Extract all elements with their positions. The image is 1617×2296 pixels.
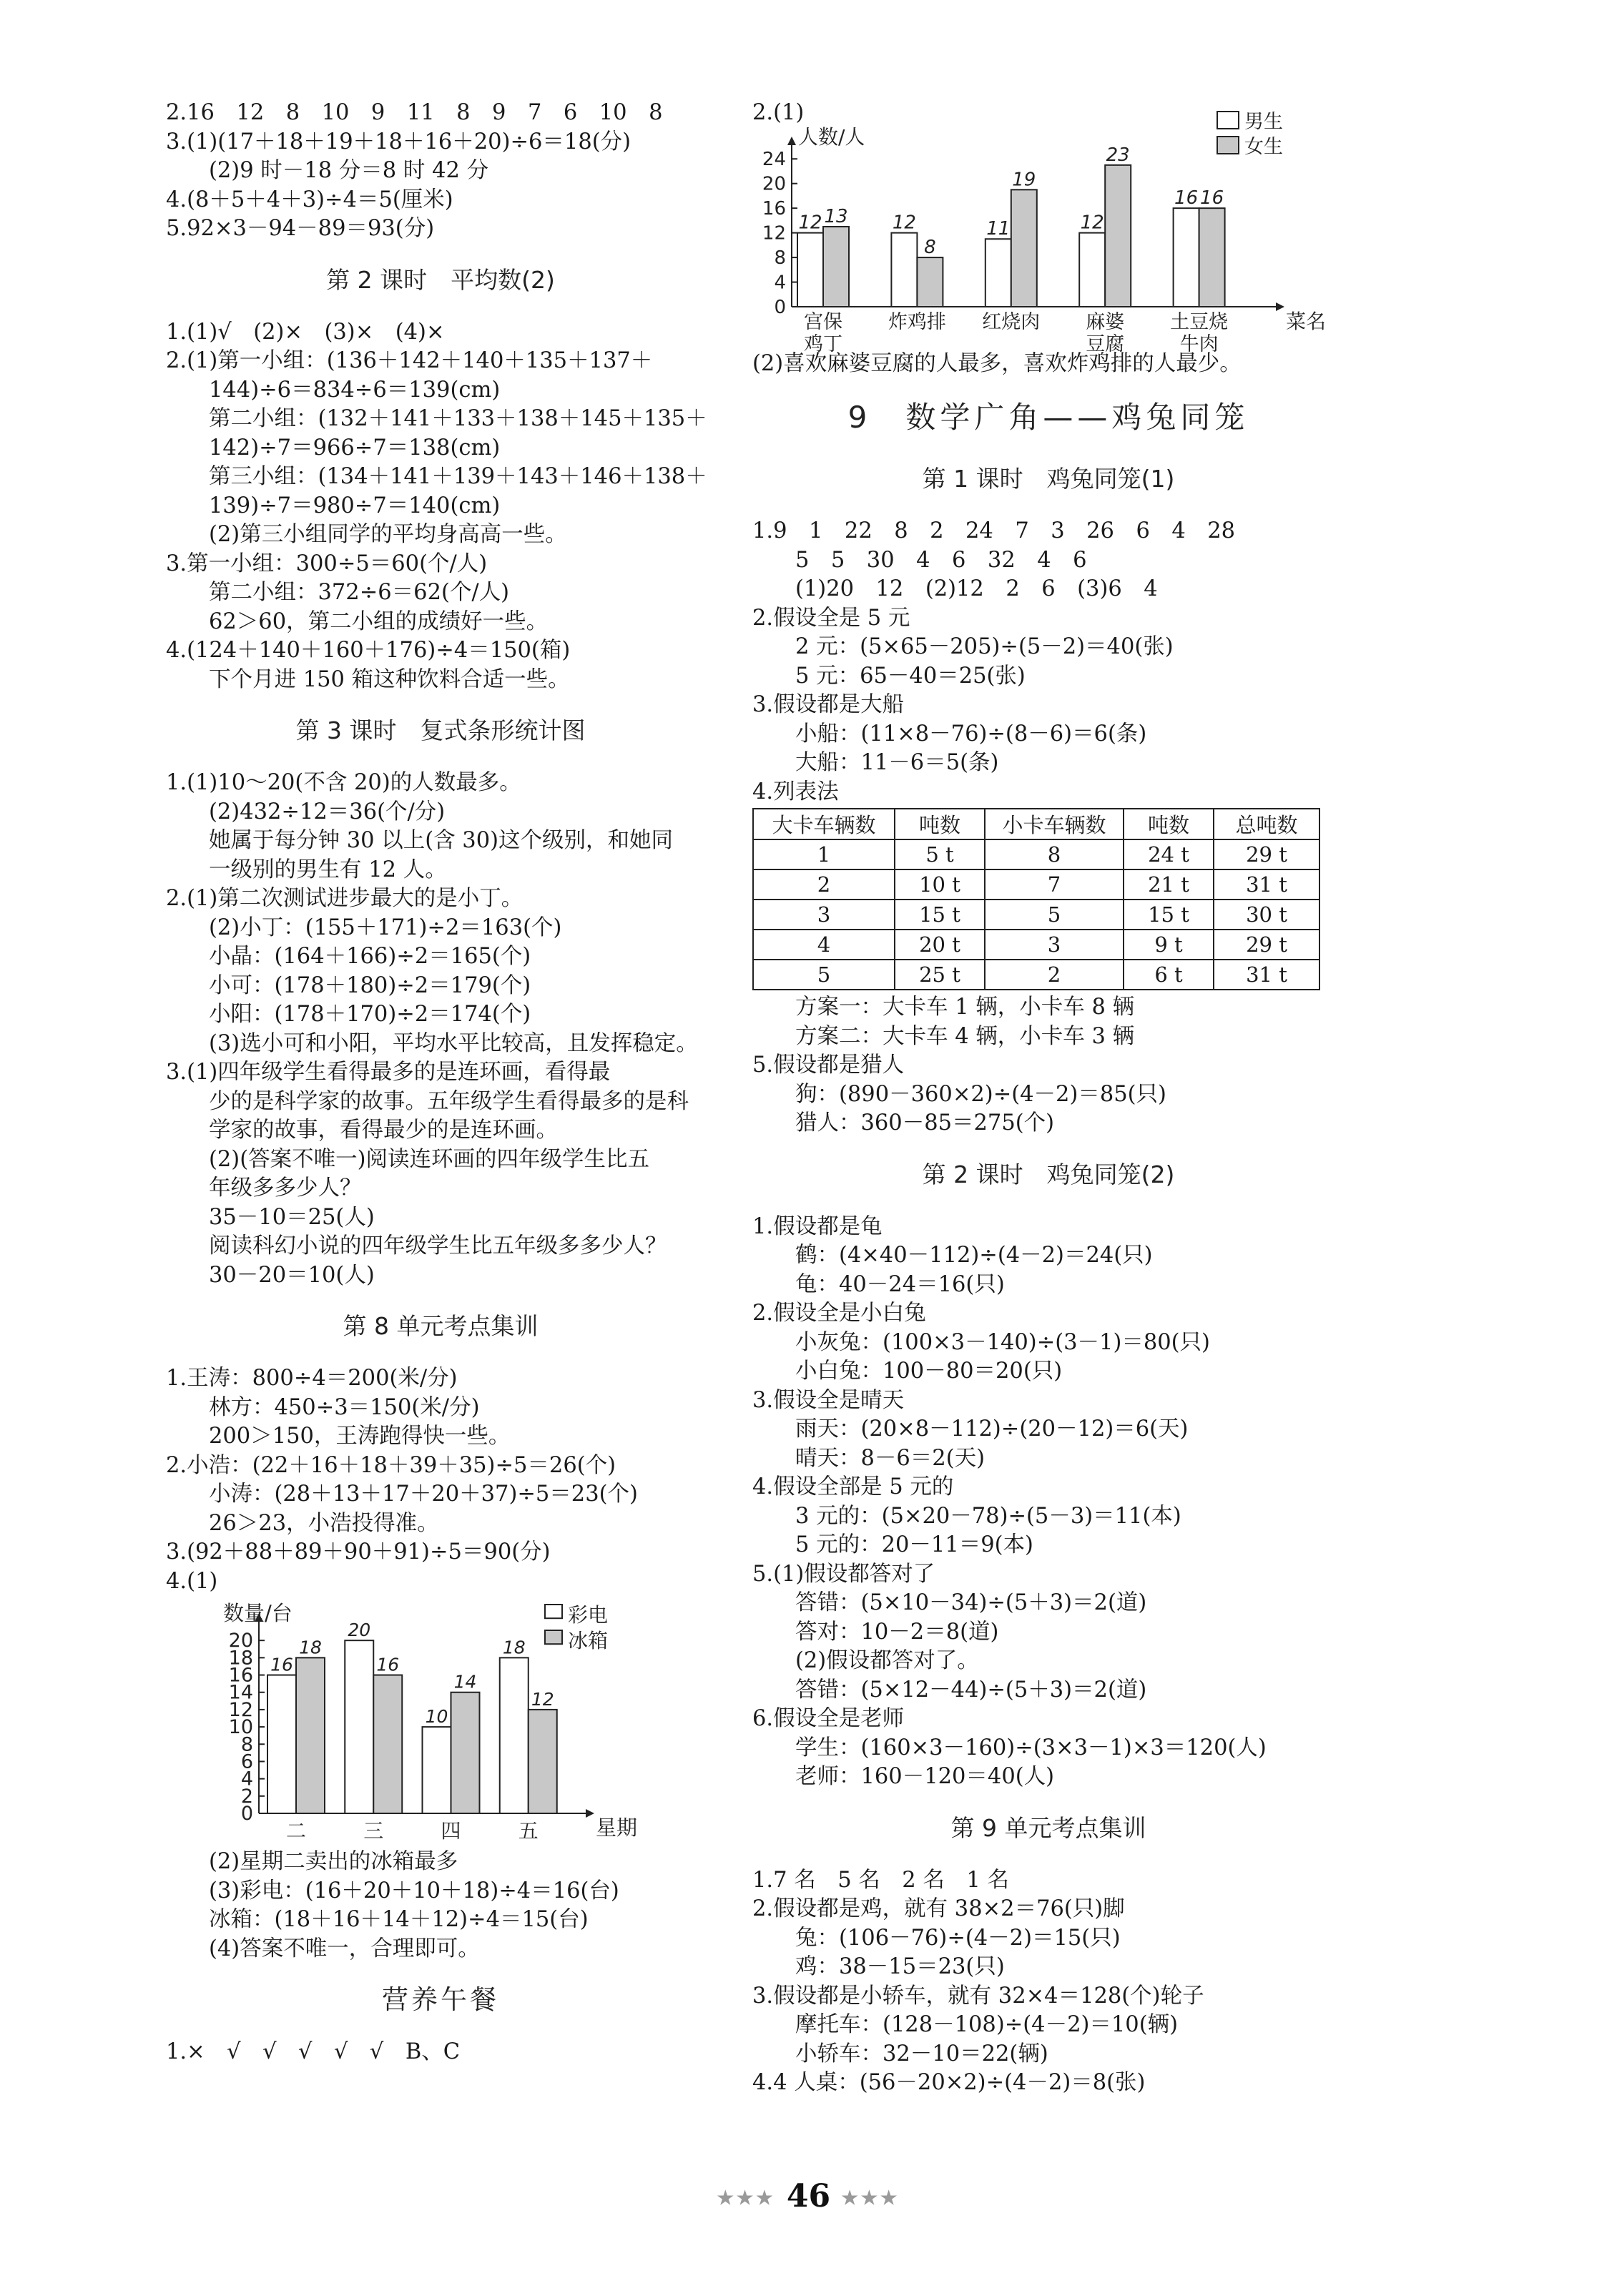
answer-line: 3.假设都是大船 bbox=[752, 692, 905, 717]
answer-line: 冰箱：(18＋16＋14＋12)÷4＝15(台) bbox=[209, 1907, 589, 1932]
answer-line: (2)(答案不唯一)阅读连环画的四年级学生比五 bbox=[209, 1146, 650, 1172]
answer-line: 答错：(5×12－44)÷(5＋3)＝2(道) bbox=[795, 1677, 1147, 1703]
answer-line: 学家的故事，看得最少的是连环画。 bbox=[209, 1118, 558, 1143]
legend-swatch bbox=[545, 1605, 562, 1618]
truck-table bbox=[752, 808, 1320, 990]
bar bbox=[423, 1727, 451, 1813]
table-header-cell: 大卡车辆数 bbox=[753, 809, 895, 839]
table-cell: 4 bbox=[753, 930, 895, 960]
y-tick-label: 12 bbox=[762, 222, 786, 245]
page-number bbox=[0, 2178, 1617, 2214]
answer-line: (3)彩电：(16＋20＋10＋18)÷4＝16(台) bbox=[209, 1878, 619, 1903]
answer-line: 小船：(11×8－76)÷(8－6)＝6(条) bbox=[795, 721, 1147, 747]
answer-line: 5 元的：20－11＝9(本) bbox=[795, 1532, 1033, 1557]
answer-line: 3.(1)(17＋18＋19＋18＋16＋20)÷6＝18(分) bbox=[166, 129, 631, 154]
answer-line: (2)小丁：(155＋171)÷2＝163(个) bbox=[209, 915, 562, 940]
table-header-cell: 吨数 bbox=[895, 809, 985, 839]
bar bbox=[1105, 164, 1131, 306]
table-cell: 5 bbox=[985, 900, 1124, 930]
answer-line: 4.4 人桌：(56－20×2)÷(4－2)＝8(张) bbox=[752, 2070, 1146, 2095]
answer-line: 雨天：(20×8－112)÷(20－12)＝6(天) bbox=[795, 1416, 1189, 1442]
answer-block bbox=[752, 1866, 1345, 2098]
answer-line: 林方：450÷3＝150(米/分) bbox=[209, 1394, 480, 1420]
bar-value-label: 10 bbox=[425, 1706, 448, 1728]
bar bbox=[891, 232, 917, 306]
x-category-label: 炸鸡排 bbox=[888, 310, 946, 333]
answer-line: 1.7 名 5 名 2 名 1 名 bbox=[752, 1867, 1010, 1893]
y-tick-label: 0 bbox=[774, 296, 786, 318]
bar-value-label: 13 bbox=[824, 205, 848, 227]
answer-line: 2.小浩：(22＋16＋18＋39＋35)÷5＝26(个) bbox=[166, 1452, 616, 1478]
bar bbox=[529, 1710, 557, 1813]
legend-label: 男生 bbox=[1244, 110, 1283, 133]
x-axis-arrow bbox=[586, 1809, 594, 1818]
answer-line: 晴天：8－6＝2(天) bbox=[795, 1445, 986, 1471]
bar-value-label: 14 bbox=[453, 1671, 477, 1693]
bar bbox=[267, 1675, 296, 1813]
table-header-cell: 吨数 bbox=[1124, 809, 1214, 839]
table-cell: 31 t bbox=[1214, 960, 1319, 990]
answer-line: 答错：(5×10－34)÷(5＋3)＝2(道) bbox=[795, 1590, 1147, 1615]
answer-line: 5.92×3－94－89＝93(分) bbox=[166, 216, 435, 241]
answer-line: (3)选小可和小阳，平均水平比较高，且发挥稳定。 bbox=[209, 1030, 698, 1056]
table-row bbox=[753, 839, 1319, 869]
bar bbox=[1199, 208, 1225, 307]
table-header-cell: 小卡车辆数 bbox=[985, 809, 1124, 839]
bar-value-label: 12 bbox=[892, 212, 916, 234]
legend-swatch bbox=[1217, 137, 1239, 154]
answer-line: 鹤：(4×40－112)÷(4－2)＝24(只) bbox=[795, 1243, 1153, 1268]
x-category-label: 鸡丁 bbox=[804, 332, 842, 355]
answer-line: 方案二：大卡车 4 辆，小卡车 3 辆 bbox=[795, 1023, 1135, 1049]
answer-line: 2.(1)第一小组：(136＋142＋140＋135＋137＋ bbox=[166, 348, 653, 373]
answer-block bbox=[166, 1848, 715, 1964]
table-header-cell: 总吨数 bbox=[1214, 809, 1319, 839]
answer-block bbox=[752, 1213, 1345, 1792]
table-cell: 6 t bbox=[1124, 960, 1214, 990]
answer-line: 小轿车：32－10＝22(辆) bbox=[795, 2041, 1048, 2066]
star-decoration: ★★★ bbox=[717, 2187, 776, 2209]
answer-line: 2.假设都是鸡，就有 38×2＝76(只)脚 bbox=[752, 1896, 1125, 1921]
bar bbox=[1011, 189, 1037, 307]
answer-line: 35－10＝25(人) bbox=[209, 1204, 375, 1230]
section-heading: 营养午餐 bbox=[382, 1984, 499, 2015]
answer-line: 2.假设全是 5 元 bbox=[752, 605, 910, 631]
bar-value-label: 23 bbox=[1106, 144, 1130, 166]
answer-line: 2.假设全是小白兔 bbox=[752, 1301, 926, 1326]
answer-line: 4.(124＋140＋160＋176)÷4＝150(箱) bbox=[166, 638, 571, 663]
y-tick-label: 8 bbox=[774, 247, 786, 269]
answer-line: 兔：(106－76)÷(4－2)＝15(只) bbox=[795, 1925, 1121, 1951]
bar bbox=[797, 232, 823, 306]
table-cell: 10 t bbox=[895, 869, 985, 900]
table-cell: 21 t bbox=[1124, 869, 1214, 900]
answer-line: 2.16 12 8 10 9 11 8 9 7 6 10 8 bbox=[166, 100, 663, 125]
answer-line: 老师：160－120＝40(人) bbox=[795, 1764, 1055, 1789]
answer-block bbox=[752, 517, 1345, 807]
answer-line: 狗：(890－360×2)÷(4－2)＝85(只) bbox=[795, 1081, 1166, 1107]
bar bbox=[451, 1693, 480, 1813]
tv-fridge-bar-chart bbox=[166, 1596, 638, 1848]
bar-value-label: 18 bbox=[502, 1637, 526, 1658]
bar bbox=[1174, 208, 1199, 307]
table-cell: 5 t bbox=[895, 839, 985, 869]
answer-block bbox=[166, 2038, 715, 2067]
answer-block bbox=[166, 318, 715, 695]
answer-line: (2)星期二卖出的冰箱最多 bbox=[209, 1849, 458, 1874]
answer-line: 摩托车：(128－108)÷(4－2)＝10(辆) bbox=[795, 2012, 1179, 2037]
answer-line: 少的是科学家的故事。五年级学生看得最多的是科 bbox=[209, 1088, 689, 1114]
table-cell: 3 bbox=[985, 930, 1124, 960]
table-cell: 2 bbox=[753, 869, 895, 900]
y-tick-label: 6 bbox=[240, 1750, 253, 1773]
legend-label: 冰箱 bbox=[568, 1629, 609, 1652]
answer-line: (2)假设都答对了。 bbox=[795, 1648, 979, 1673]
y-tick-label: 18 bbox=[228, 1647, 253, 1670]
answer-line: 1.(1)√ (2)× (3)× (4)× bbox=[166, 319, 445, 345]
answer-line: 139)÷7＝980÷7＝140(cm) bbox=[209, 493, 501, 518]
answer-line: 方案一：大卡车 1 辆，小卡车 8 辆 bbox=[795, 995, 1135, 1020]
y-axis-label: 数量/台 bbox=[223, 1601, 293, 1625]
bar-value-label: 19 bbox=[1012, 168, 1036, 190]
answer-line: 4.假设全部是 5 元的 bbox=[752, 1474, 954, 1499]
answer-line: 猎人：360－85＝275(个) bbox=[795, 1110, 1055, 1135]
answer-line: (2)喜欢麻婆豆腐的人最多，喜欢炸鸡排的人最少。 bbox=[752, 350, 1242, 376]
y-axis-arrow bbox=[787, 137, 796, 145]
x-axis-label: 菜名 bbox=[1286, 309, 1327, 333]
answer-line: 26＞23，小浩投得准。 bbox=[209, 1510, 439, 1536]
y-tick-label: 8 bbox=[240, 1733, 253, 1756]
y-tick-label: 20 bbox=[762, 173, 786, 195]
x-category-label: 四 bbox=[441, 1819, 461, 1843]
y-tick-label: 24 bbox=[762, 148, 786, 170]
answer-line: 小灰兔：(100×3－140)÷(3－1)＝80(只) bbox=[795, 1329, 1210, 1355]
right-column bbox=[752, 99, 1345, 2098]
bar-value-label: 8 bbox=[924, 236, 936, 258]
y-tick-label: 12 bbox=[228, 1698, 253, 1721]
x-category-label: 二 bbox=[285, 1819, 307, 1843]
table-row bbox=[753, 900, 1319, 930]
bar bbox=[373, 1675, 402, 1813]
answer-line: 学生：(160×3－160)÷(3×3－1)×3＝120(人) bbox=[795, 1735, 1267, 1760]
lesson-heading: 第 1 课时 鸡兔同笼(1) bbox=[922, 465, 1175, 493]
x-category-label: 红烧肉 bbox=[982, 310, 1041, 333]
bar bbox=[500, 1657, 529, 1813]
x-axis-arrow bbox=[1276, 302, 1284, 311]
table-cell: 9 t bbox=[1124, 930, 1214, 960]
answer-line: 一级别的男生有 12 人。 bbox=[209, 857, 447, 882]
answer-line: 小晶：(164＋166)÷2＝165(个) bbox=[209, 944, 531, 969]
answer-block bbox=[166, 769, 715, 1290]
answer-line: 2 元：(5×65－205)÷(5－2)＝40(张) bbox=[795, 634, 1174, 659]
answer-line: 小阳：(178＋170)÷2＝174(个) bbox=[209, 1002, 531, 1027]
answer-line: 她属于每分钟 30 以上(含 30)这个级别，和她同 bbox=[209, 828, 674, 853]
table-cell: 30 t bbox=[1214, 900, 1319, 930]
star-decoration: ★★★ bbox=[841, 2187, 900, 2209]
lesson-heading: 第 2 课时 平均数(2) bbox=[326, 265, 555, 294]
answer-line: 5.假设都是猎人 bbox=[752, 1053, 905, 1078]
answer-line: 小涛：(28＋13＋17＋20＋37)÷5＝23(个) bbox=[209, 1482, 638, 1507]
legend-swatch bbox=[1217, 112, 1239, 129]
answer-line: 小白兔：100－80＝20(只) bbox=[795, 1359, 1063, 1384]
answer-line: 3.假设都是小轿车，就有 32×4＝128(个)轮子 bbox=[752, 1983, 1204, 2009]
legend-label: 女生 bbox=[1244, 135, 1283, 158]
answer-line: 1.王涛：800÷4＝200(米/分) bbox=[166, 1366, 458, 1391]
table-cell: 8 bbox=[985, 839, 1124, 869]
bar-value-label: 16 bbox=[1174, 187, 1199, 209]
bar bbox=[345, 1640, 373, 1813]
chart-intro: 2.(1) bbox=[752, 100, 805, 125]
y-tick-label: 2 bbox=[240, 1785, 253, 1808]
y-tick-label: 20 bbox=[228, 1630, 253, 1652]
answer-line: 3.(92＋88＋89＋90＋91)÷5＝90(分) bbox=[166, 1539, 551, 1565]
answer-line: 1.× √ √ √ √ √ B、C bbox=[166, 2039, 461, 2064]
answer-line: 第二小组：372÷6＝62(个/人) bbox=[209, 580, 510, 605]
answer-line: 小可：(178＋180)÷2＝179(个) bbox=[209, 972, 531, 998]
answer-line: 第三小组：(134＋141＋139＋143＋146＋138＋ bbox=[209, 464, 707, 489]
answer-block bbox=[752, 993, 1345, 1138]
answer-line: 第二小组：(132＋141＋133＋138＋145＋135＋ bbox=[209, 406, 707, 431]
answer-line: 200＞150，王涛跑得快一些。 bbox=[209, 1424, 511, 1449]
answer-line: 阅读科幻小说的四年级学生比五年级多多少人？ bbox=[209, 1233, 667, 1258]
y-tick-label: 16 bbox=[762, 197, 786, 220]
table-cell: 20 t bbox=[895, 930, 985, 960]
table-cell: 31 t bbox=[1214, 869, 1319, 900]
answer-line: 4.列表法 bbox=[752, 779, 839, 804]
x-category-label: 土豆烧 bbox=[1170, 310, 1229, 333]
answer-line: 1.9 1 22 8 2 24 7 3 26 6 4 28 bbox=[752, 518, 1236, 543]
answer-line: 5.(1)假设都答对了 bbox=[752, 1561, 935, 1587]
legend-label: 彩电 bbox=[568, 1603, 609, 1627]
x-category-label: 三 bbox=[363, 1819, 384, 1843]
answer-line: 鸡：38－15＝23(只) bbox=[795, 1954, 1005, 1979]
answer-line: 1.假设都是龟 bbox=[752, 1213, 883, 1239]
bar-value-label: 18 bbox=[299, 1637, 322, 1658]
bar bbox=[917, 257, 943, 307]
bar bbox=[823, 227, 849, 307]
y-tick-label: 4 bbox=[240, 1768, 253, 1790]
legend-swatch bbox=[545, 1630, 562, 1644]
answer-line: (2)432÷12＝36(个/分) bbox=[209, 799, 446, 824]
page-number-text: 46 bbox=[786, 2178, 831, 2214]
table-cell: 2 bbox=[985, 960, 1124, 990]
table-header-row bbox=[753, 809, 1319, 839]
lesson-heading: 第 2 课时 鸡兔同笼(2) bbox=[922, 1160, 1175, 1188]
x-axis-label: 星期 bbox=[596, 1815, 638, 1840]
answer-line: 下个月进 150 箱这种饮料合适一些。 bbox=[209, 666, 570, 692]
table-cell: 29 t bbox=[1214, 839, 1319, 869]
table-cell: 15 t bbox=[895, 900, 985, 930]
table-cell: 3 bbox=[753, 900, 895, 930]
answer-line: 30－20＝10(人) bbox=[209, 1262, 375, 1288]
table-row bbox=[753, 930, 1319, 960]
answer-line: 4.(8＋5＋4＋3)÷4＝5(厘米) bbox=[166, 187, 453, 212]
answer-line: 144)÷6＝834÷6＝139(cm) bbox=[209, 377, 501, 403]
unit-title: 9 数学广角——鸡兔同笼 bbox=[847, 400, 1249, 435]
bar-value-label: 16 bbox=[1200, 187, 1224, 209]
answer-line: 答对：10－2＝8(道) bbox=[795, 1619, 999, 1645]
y-tick-label: 10 bbox=[228, 1716, 253, 1739]
unit-review-heading: 第 8 单元考点集训 bbox=[343, 1312, 539, 1340]
answer-line: 6.假设全是老师 bbox=[752, 1706, 905, 1731]
x-category-label: 豆腐 bbox=[1086, 332, 1125, 355]
answer-line: (2)第三小组同学的平均身高高一些。 bbox=[209, 522, 567, 547]
bar-value-label: 12 bbox=[798, 212, 822, 234]
answer-line: 2.(1)第二次测试进步最大的是小丁。 bbox=[166, 886, 524, 911]
x-category-label: 五 bbox=[518, 1819, 539, 1843]
table-cell: 1 bbox=[753, 839, 895, 869]
table-cell: 5 bbox=[753, 960, 895, 990]
answer-line: 3.假设全是晴天 bbox=[752, 1387, 905, 1413]
y-tick-label: 14 bbox=[228, 1681, 253, 1704]
answer-line: 5 5 30 4 6 32 4 6 bbox=[795, 547, 1087, 573]
bar-value-label: 16 bbox=[376, 1654, 400, 1675]
x-category-label: 麻婆 bbox=[1086, 310, 1125, 333]
table-cell: 25 t bbox=[895, 960, 985, 990]
answer-line: 62＞60，第二小组的成绩好一些。 bbox=[209, 609, 549, 634]
answer-line: (1)20 12 (2)12 2 6 (3)6 4 bbox=[795, 576, 1158, 601]
answer-line: 3.第一小组：300÷5＝60(个/人) bbox=[166, 551, 488, 576]
bar-value-label: 12 bbox=[531, 1688, 554, 1710]
x-category-label: 牛肉 bbox=[1179, 332, 1219, 355]
y-tick-label: 0 bbox=[240, 1803, 253, 1825]
answer-line: (2)9 时－18 分＝8 时 42 分 bbox=[209, 158, 489, 183]
x-category-label: 宫保 bbox=[804, 310, 842, 333]
bar bbox=[1079, 232, 1105, 306]
chart-intro: 4.(1) bbox=[166, 1568, 218, 1594]
dish-preference-bar-chart bbox=[752, 99, 1327, 355]
answer-line: 大船：11－6＝5(条) bbox=[795, 750, 999, 775]
answer-line: 3 元的：(5×20－78)÷(5－3)＝11(本) bbox=[795, 1503, 1181, 1529]
left-column bbox=[166, 99, 715, 2067]
lesson-heading: 第 3 课时 复式条形统计图 bbox=[295, 716, 586, 744]
bar-value-label: 11 bbox=[986, 217, 1011, 240]
answer-line: 142)÷7＝966÷7＝138(cm) bbox=[209, 435, 501, 460]
answer-line: 3.(1)四年级学生看得最多的是连环画，看得最 bbox=[166, 1060, 611, 1085]
bar-value-label: 16 bbox=[270, 1654, 293, 1675]
answer-line: 1.(1)10～20(不含 20)的人数最多。 bbox=[166, 770, 521, 795]
y-tick-label: 4 bbox=[774, 272, 786, 294]
answer-block bbox=[166, 1364, 715, 1567]
table-cell: 24 t bbox=[1124, 839, 1214, 869]
bar-value-label: 12 bbox=[1080, 212, 1104, 234]
bar bbox=[986, 239, 1011, 307]
table-cell: 15 t bbox=[1124, 900, 1214, 930]
answer-block bbox=[166, 99, 715, 244]
answer-line: 5 元：65－40＝25(张) bbox=[795, 663, 1026, 689]
bar-value-label: 20 bbox=[348, 1620, 371, 1641]
table-row bbox=[753, 960, 1319, 990]
answer-line: 年级多多少人？ bbox=[209, 1176, 362, 1201]
unit-review-heading: 第 9 单元考点集训 bbox=[950, 1813, 1146, 1842]
y-axis-label: 人数/人 bbox=[798, 124, 865, 149]
y-tick-label: 16 bbox=[228, 1664, 253, 1687]
answer-line: 龟：40－24＝16(只) bbox=[795, 1271, 1005, 1297]
answer-line: (4)答案不唯一，合理即可。 bbox=[209, 1936, 480, 1961]
table-row bbox=[753, 869, 1319, 900]
bar bbox=[296, 1657, 325, 1813]
table-cell: 7 bbox=[985, 869, 1124, 900]
table-cell: 29 t bbox=[1214, 930, 1319, 960]
